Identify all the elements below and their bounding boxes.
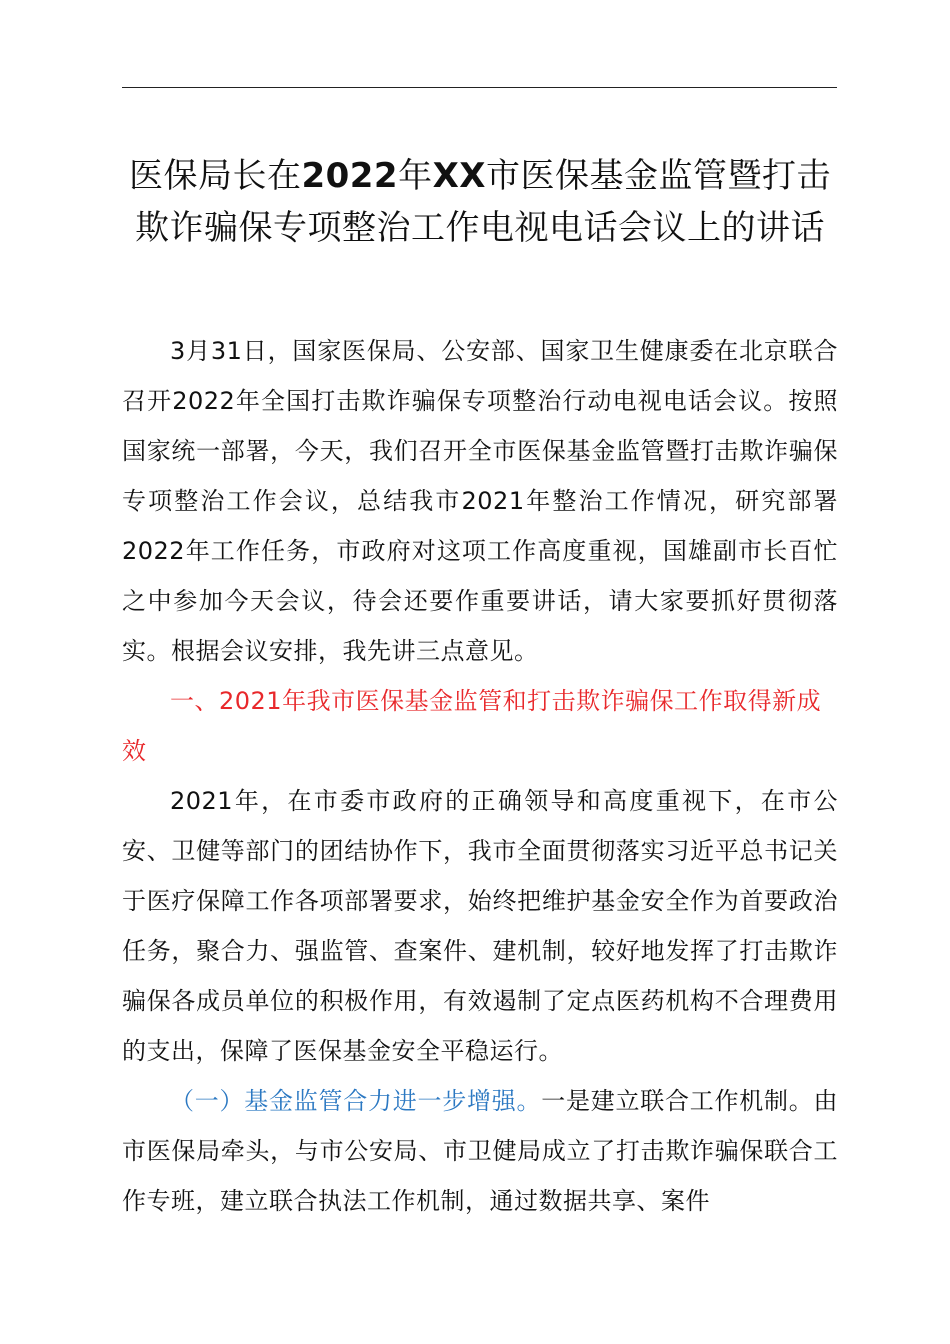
subsection-heading-1: （一）基金监管合力进一步增强。 [170,1087,542,1115]
subsection-text-1: 一是建立联合工作机制。由市医保局牵头，与市公安局、市卫健局成立了打击欺诈骗保联合工作专班，建立联合执法工作机制，通过数据共享、案件 [122,1087,838,1215]
title-part1: 医保局长在 [128,156,302,196]
document-body [122,326,838,1226]
section-heading-1: 一、2021年我市医保基金监管和打击欺诈骗保工作取得新成效 [122,687,822,765]
paragraph-intro: 3月31日，国家医保局、公安部、国家卫生健康委在北京联合召开2022年全国打击欺诈骗保专项整治行动电视电话会议。按照国家统一部署，今天，我们召开全市医保基金监管暨打击欺诈骗保专项整治工作会议，总结我市2021年整治工作情况，研究部署2022年工作任务，市政府对这项工作高度重视，国雄副市长百忙之中参加今天会议，待会还要作重要讲话，请大家要抓好贯彻落实。根据会议安排，我先讲三点意见。 [122,337,838,665]
title-xx: XX [432,156,487,196]
document-title [120,150,840,254]
header-rule [122,87,837,88]
title-part3: 市医保基金监管暨打击欺诈骗保专项整治工作电视电话会议上的讲话 [135,156,832,248]
paragraph-2021-summary: 2021年，在市委市政府的正确领导和高度重视下，在市公安、卫健等部门的团结协作下，我市全面贯彻落实习近平总书记关于医疗保障工作各项部署要求，始终把维护基金安全作为首要政治任务，聚合力、强监管、查案件、建机制，较好地发挥了打击欺诈骗保各成员单位的积极作用，有效遏制了定点医药机构不合理费用的支出，保障了医保基金安全平稳运行。 [122,787,838,1065]
paragraph-subsection-1 [122,1076,838,1226]
title-part2: 年 [398,156,433,196]
title-year: 2022 [301,156,399,196]
